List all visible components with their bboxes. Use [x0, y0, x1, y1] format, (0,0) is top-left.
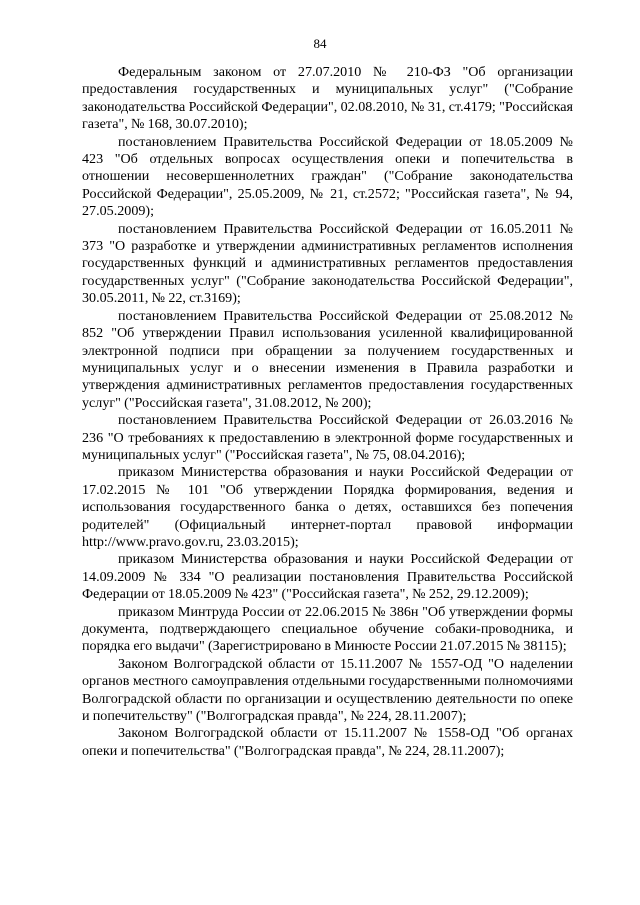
document-body: [82, 64, 573, 760]
paragraph-resolution-852: постановлением Правительства Российской Федерации от 25.08.2012 № 852 "Об утверждении Правил использования усиленной квалифицированной электронной подписи при обращении за получением государственных и муниципальных услуг и о внесении изменения в Правила разработки и утверждения административных регламентов предоставления государственных услуг" ("Российская газета", 31.08.2012, № 200);: [82, 307, 573, 411]
page-number: 84: [313, 36, 327, 51]
paragraph-order-101: приказом Министерства образования и науки Российской Федерации от 17.02.2015 № 101 "Об утверждении Порядка формирования, ведения и использования государственного банка о детях, оставшихся без попечения родителей" (Официальный интернет-портал правовой информации http://www.pravo.gov.ru, 23.03.2015);: [82, 464, 573, 550]
paragraph-law-1558-od: Законом Волгоградской области от 15.11.2007 № 1558-ОД "Об органах опеки и попечительства" ("Волгоградская правда", № 224, 28.11.2007);: [82, 725, 573, 759]
paragraph-resolution-423: постановлением Правительства Российской Федерации от 18.05.2009 № 423 "Об отдельных вопросах осуществления опеки и попечительства в отношении несовершеннолетних граждан" ("Собрание законодательства Российской Федерации", 25.05.2009, № 21, ст.2572; "Российская газета", № 94, 27.05.2009);: [82, 133, 573, 220]
paragraph-order-386n: приказом Минтруда России от 22.06.2015 № 386н "Об утверждении формы документа, подтверждающего специальное обучение собаки-проводника, и порядка его выдачи" (Зарегистрировано в Минюсте России 21.07.2015 № 38115);: [82, 603, 573, 655]
paragraph-order-334: приказом Министерства образования и науки Российской Федерации от 14.09.2009 № 334 "О реализации постановления Правительства Российской Федерации от 18.05.2009 № 423" ("Российская газета", № 252, 29.12.2009);: [82, 551, 573, 603]
paragraph-resolution-373: постановлением Правительства Российской Федерации от 16.05.2011 № 373 "О разработке и утверждении административных регламентов исполнения государственных функций и административных регламентов предоставления государственных услуг" ("Собрание законодательства Российской Федерации", 30.05.2011, № 22, ст.3169);: [82, 220, 573, 307]
paragraph-law-1557-od: Законом Волгоградской области от 15.11.2007 № 1557-ОД "О наделении органов местного самоуправления отдельными государственными полномочиями Волгоградской области по организации и осуществлению деятельности по опеке и попечительству" ("Волгоградская правда", № 224, 28.11.2007);: [82, 655, 573, 725]
paragraph-resolution-236: постановлением Правительства Российской Федерации от 26.03.2016 № 236 "О требованиях к предоставлению в электронной форме государственных и муниципальных услуг" ("Российская газета", № 75, 08.04.2016);: [82, 412, 573, 463]
paragraph-federal-law-210: Федеральным законом от 27.07.2010 № 210-ФЗ "Об организации предоставления государственных и муниципальных услуг" ("Собрание законодательства Российской Федерации", 02.08.2010, № 31, ст.4179; "Российская газета", № 168, 30.07.2010);: [82, 64, 573, 133]
